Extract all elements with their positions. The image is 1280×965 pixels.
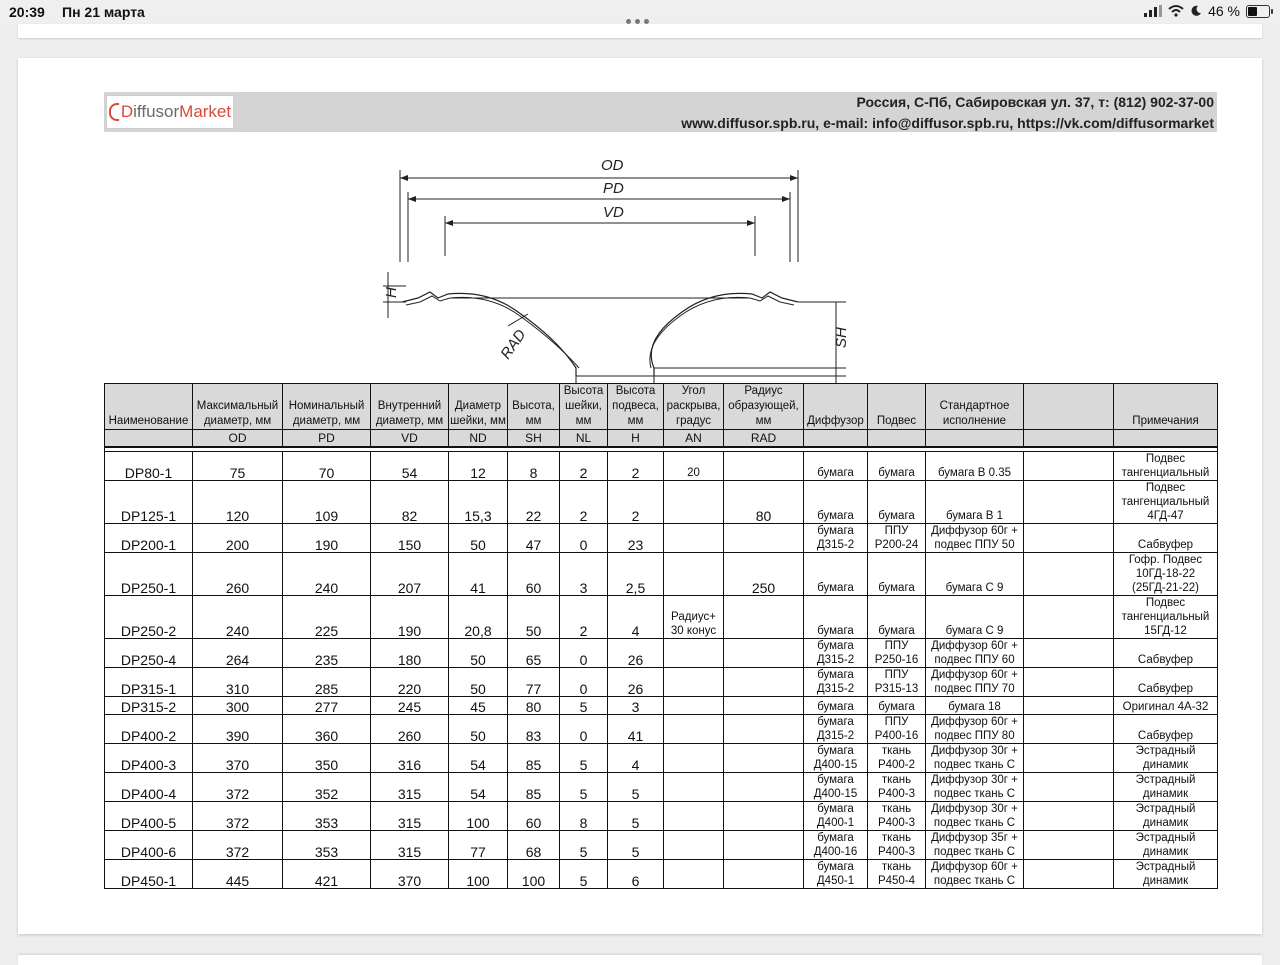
model-name-cell: DP250-4 [105, 639, 193, 668]
table-row [105, 639, 1218, 668]
table-cell: бумага [804, 481, 868, 524]
table-cell: Гофр. Подвес 10ГД-18-22 (25ГД-21-22) [1114, 553, 1218, 596]
spec-table [104, 383, 1218, 889]
cone-drawing [358, 150, 878, 362]
table-cell: 235 [283, 639, 371, 668]
table-cell: 245 [371, 697, 449, 715]
table-row [105, 553, 1218, 596]
table-cell: ППУ Р250-16 [868, 639, 926, 668]
table-row [105, 452, 1218, 481]
model-name-cell: DP400-4 [105, 773, 193, 802]
table-row [105, 744, 1218, 773]
table-cell: 75 [193, 452, 283, 481]
table-cell: 85 [508, 773, 560, 802]
table-cell [1024, 697, 1114, 715]
table-cell: 2 [608, 452, 664, 481]
table-cell: Сабвуфер [1114, 639, 1218, 668]
page-header [104, 92, 1217, 132]
table-cell: 82 [371, 481, 449, 524]
document-page [18, 58, 1262, 934]
model-name-cell: DP400-5 [105, 802, 193, 831]
column-header [1024, 384, 1114, 430]
table-cell: ППУ Р315-13 [868, 668, 926, 697]
column-code: AN [664, 430, 724, 448]
table-cell: 2 [560, 481, 608, 524]
next-page-edge [18, 955, 1262, 965]
table-cell: 12 [449, 452, 508, 481]
table-cell: бумага С 9 [926, 553, 1024, 596]
column-code: RAD [724, 430, 804, 448]
table-cell: 47 [508, 524, 560, 553]
table-cell: Эстрадный динамик [1114, 744, 1218, 773]
table-cell: 0 [560, 668, 608, 697]
table-cell: 54 [371, 452, 449, 481]
status-indicators [1144, 3, 1270, 19]
table-cell [1024, 452, 1114, 481]
table-cell: 240 [283, 553, 371, 596]
column-code: SH [508, 430, 560, 448]
battery-level [1248, 7, 1257, 16]
column-code: VD [371, 430, 449, 448]
table-cell: 353 [283, 831, 371, 860]
table-cell: 0 [560, 715, 608, 744]
logo-mark-icon [109, 103, 119, 121]
table-cell: Диффузор 30г + подвес ткань С [926, 773, 1024, 802]
table-cell: 350 [283, 744, 371, 773]
column-code: OD [193, 430, 283, 448]
table-cell: 0 [560, 524, 608, 553]
table-cell: 372 [193, 773, 283, 802]
table-cell [664, 668, 724, 697]
table-cell: 8 [560, 802, 608, 831]
table-row [105, 802, 1218, 831]
table-cell [1024, 773, 1114, 802]
table-cell: 100 [449, 860, 508, 889]
table-cell: 50 [449, 668, 508, 697]
table-row [105, 715, 1218, 744]
table-cell: 207 [371, 553, 449, 596]
table-cell: 316 [371, 744, 449, 773]
table-cell [724, 744, 804, 773]
table-cell [664, 481, 724, 524]
table-cell: 240 [193, 596, 283, 639]
table-cell: 50 [449, 715, 508, 744]
table-cell: 310 [193, 668, 283, 697]
column-header: Угол раскрыва, градус [664, 384, 724, 430]
table-cell: Сабвуфер [1114, 715, 1218, 744]
table-cell: 5 [560, 697, 608, 715]
table-cell: Подвес тангенциальный [1114, 452, 1218, 481]
table-cell: 4 [608, 596, 664, 639]
column-code: H [608, 430, 664, 448]
column-header: Максимальный диаметр, мм [193, 384, 283, 430]
table-cell [664, 697, 724, 715]
table-cell: ППУ Р400-16 [868, 715, 926, 744]
table-cell: 68 [508, 831, 560, 860]
table-cell: ППУ Р200-24 [868, 524, 926, 553]
table-cell: 315 [371, 831, 449, 860]
table-cell: 77 [449, 831, 508, 860]
table-cell [664, 639, 724, 668]
table-cell: ткань Р400-3 [868, 831, 926, 860]
table-cell [1024, 481, 1114, 524]
table-cell: Подвес тангенциальный 4ГД-47 [1114, 481, 1218, 524]
table-cell: Сабвуфер [1114, 668, 1218, 697]
table-cell: бумага [804, 697, 868, 715]
table-row [105, 524, 1218, 553]
table-cell: 5 [560, 773, 608, 802]
table-cell: 5 [560, 831, 608, 860]
column-code [868, 430, 926, 448]
status-time: 20:39 [9, 4, 45, 20]
wifi-icon [1168, 5, 1184, 17]
table-cell: 60 [508, 802, 560, 831]
table-cell [664, 831, 724, 860]
company-contacts: www.diffusor.spb.ru, e-mail: info@diffusor.spb.ru, https://vk.com/diffusormarket [681, 115, 1214, 131]
table-cell: 120 [193, 481, 283, 524]
table-cell [1024, 524, 1114, 553]
table-cell: 260 [371, 715, 449, 744]
table-cell: 60 [508, 553, 560, 596]
multitasking-dots-icon[interactable] [626, 11, 656, 17]
table-cell: 225 [283, 596, 371, 639]
logo-word-2: Market [179, 102, 232, 121]
table-cell: 26 [608, 639, 664, 668]
table-cell: ткань Р400-3 [868, 802, 926, 831]
table-cell [724, 452, 804, 481]
table-cell: 4 [608, 744, 664, 773]
table-cell: 372 [193, 802, 283, 831]
table-cell: 2,5 [608, 553, 664, 596]
table-cell: 109 [283, 481, 371, 524]
model-name-cell: DP315-2 [105, 697, 193, 715]
table-cell: 360 [283, 715, 371, 744]
table-cell [724, 639, 804, 668]
table-cell: 6 [608, 860, 664, 889]
column-header: Диаметр шейки, мм [449, 384, 508, 430]
table-cell: бумага Д400-15 [804, 744, 868, 773]
table-cell: 22 [508, 481, 560, 524]
table-cell: 390 [193, 715, 283, 744]
table-row [105, 697, 1218, 715]
column-header: Номинальный диаметр, мм [283, 384, 371, 430]
table-cell: Диффузор 30г + подвес ткань С [926, 802, 1024, 831]
table-cell: бумага 18 [926, 697, 1024, 715]
table-cell: 85 [508, 744, 560, 773]
table-cell: 54 [449, 773, 508, 802]
table-cell: 20 [664, 452, 724, 481]
table-cell: 3 [560, 553, 608, 596]
table-cell: 50 [449, 639, 508, 668]
table-cell: Диффузор 30г + подвес ткань С [926, 744, 1024, 773]
table-cell: 264 [193, 639, 283, 668]
table-cell [664, 744, 724, 773]
table-cell: 285 [283, 668, 371, 697]
column-code [1114, 430, 1218, 448]
table-cell: 260 [193, 553, 283, 596]
table-cell: Сабвуфер [1114, 524, 1218, 553]
vd-label: VD [603, 204, 624, 221]
model-name-cell: DP315-1 [105, 668, 193, 697]
moon-icon [1190, 5, 1202, 17]
column-header: Радиус образующей, мм [724, 384, 804, 430]
table-cell [1024, 596, 1114, 639]
table-row [105, 481, 1218, 524]
table-cell: Эстрадный динамик [1114, 860, 1218, 889]
rad-label: RAD [497, 326, 530, 363]
table-cell: 370 [371, 860, 449, 889]
table-cell [724, 697, 804, 715]
table-cell: Эстрадный динамик [1114, 773, 1218, 802]
table-cell: 65 [508, 639, 560, 668]
table-cell: бумага [804, 452, 868, 481]
table-row [105, 668, 1218, 697]
table-body [105, 452, 1218, 889]
table-cell: 26 [608, 668, 664, 697]
model-name-cell: DP400-2 [105, 715, 193, 744]
header-row-codes [105, 430, 1218, 448]
column-code: PD [283, 430, 371, 448]
table-cell: 190 [371, 596, 449, 639]
column-code: NL [560, 430, 608, 448]
table-cell: 2 [560, 596, 608, 639]
table-cell: 100 [449, 802, 508, 831]
table-cell: 41 [608, 715, 664, 744]
model-name-cell: DP80-1 [105, 452, 193, 481]
sh-label: SH [833, 327, 850, 348]
table-cell: бумага Д400-1 [804, 802, 868, 831]
table-cell: бумага [804, 553, 868, 596]
column-code [926, 430, 1024, 448]
table-cell [724, 596, 804, 639]
table-cell: Радиус+ 30 конус [664, 596, 724, 639]
table-row [105, 860, 1218, 889]
model-name-cell: DP400-6 [105, 831, 193, 860]
h-label: H [383, 287, 400, 298]
table-cell: бумага С 9 [926, 596, 1024, 639]
table-cell [1024, 715, 1114, 744]
table-cell: Диффузор 60г + подвес ткань С [926, 860, 1024, 889]
table-cell: Диффузор 35г + подвес ткань С [926, 831, 1024, 860]
table-cell: 5 [608, 773, 664, 802]
table-cell: бумага Д450-1 [804, 860, 868, 889]
table-cell [724, 802, 804, 831]
table-cell: 445 [193, 860, 283, 889]
status-date: Пн 21 марта [62, 4, 145, 20]
table-cell [664, 553, 724, 596]
table-cell: бумага [868, 452, 926, 481]
table-cell: бумага В 0.35 [926, 452, 1024, 481]
table-cell: Диффузор 60г + подвес ППУ 70 [926, 668, 1024, 697]
table-cell: 5 [608, 831, 664, 860]
table-cell: 2 [608, 481, 664, 524]
battery-percent: 46 % [1208, 3, 1240, 19]
table-row [105, 831, 1218, 860]
table-cell: бумага Д315-2 [804, 524, 868, 553]
table-row [105, 596, 1218, 639]
model-name-cell: DP200-1 [105, 524, 193, 553]
table-cell: бумага [868, 697, 926, 715]
table-cell: Подвес тангенциальный 15ГД-12 [1114, 596, 1218, 639]
table-cell: 50 [508, 596, 560, 639]
table-cell [1024, 860, 1114, 889]
table-cell: бумага [804, 596, 868, 639]
signal-icon [1144, 5, 1162, 17]
table-cell: 315 [371, 802, 449, 831]
table-cell: 277 [283, 697, 371, 715]
table-cell: 2 [560, 452, 608, 481]
table-cell [664, 524, 724, 553]
table-cell: 370 [193, 744, 283, 773]
table-cell: 352 [283, 773, 371, 802]
logo-letter: D [120, 102, 134, 121]
table-cell [664, 715, 724, 744]
table-cell: 70 [283, 452, 371, 481]
pd-label: PD [603, 180, 624, 197]
logo-word: iffusor [133, 102, 180, 121]
table-cell: 220 [371, 668, 449, 697]
table-cell: 8 [508, 452, 560, 481]
table-cell: 100 [508, 860, 560, 889]
model-name-cell: DP400-3 [105, 744, 193, 773]
table-cell: бумага [868, 596, 926, 639]
table-cell [724, 831, 804, 860]
table-cell [1024, 802, 1114, 831]
table-cell: Эстрадный динамик [1114, 802, 1218, 831]
company-address: Россия, С-Пб, Сабировская ул. 37, т: (812) 902-37-00 [856, 94, 1214, 110]
table-cell: 150 [371, 524, 449, 553]
table-cell: бумага Д315-2 [804, 715, 868, 744]
table-cell: Диффузор 60г + подвес ППУ 80 [926, 715, 1024, 744]
table-cell [1024, 668, 1114, 697]
column-header: Примечания [1114, 384, 1218, 430]
table-cell [1024, 744, 1114, 773]
table-cell: 353 [283, 802, 371, 831]
table-cell: 300 [193, 697, 283, 715]
model-name-cell: DP250-2 [105, 596, 193, 639]
table-cell: бумага Д315-2 [804, 668, 868, 697]
column-header: Высота подвеса, мм [608, 384, 664, 430]
table-cell: Эстрадный динамик [1114, 831, 1218, 860]
table-cell: бумага Д400-15 [804, 773, 868, 802]
column-code [804, 430, 868, 448]
table-cell [1024, 639, 1114, 668]
column-header: Высота шейки, мм [560, 384, 608, 430]
table-cell [724, 860, 804, 889]
table-cell: 83 [508, 715, 560, 744]
column-header: Внутренний диаметр, мм [371, 384, 449, 430]
column-header: Высота, мм [508, 384, 560, 430]
table-cell: 5 [560, 860, 608, 889]
table-cell [724, 524, 804, 553]
table-cell: 15,3 [449, 481, 508, 524]
table-cell: 0 [560, 639, 608, 668]
table-cell [1024, 831, 1114, 860]
table-cell: 421 [283, 860, 371, 889]
table-cell: 54 [449, 744, 508, 773]
table-cell [724, 773, 804, 802]
table-cell: 23 [608, 524, 664, 553]
table-cell: 80 [508, 697, 560, 715]
table-cell: ткань Р450-4 [868, 860, 926, 889]
table-cell: 45 [449, 697, 508, 715]
model-name-cell: DP125-1 [105, 481, 193, 524]
table-cell: 41 [449, 553, 508, 596]
header-row-titles [105, 384, 1218, 430]
model-name-cell: DP450-1 [105, 860, 193, 889]
table-cell: 315 [371, 773, 449, 802]
column-header: Наименование [105, 384, 193, 430]
table-cell: 180 [371, 639, 449, 668]
table-cell: 3 [608, 697, 664, 715]
table-cell: 5 [608, 802, 664, 831]
table-cell: Оригинал 4А-32 [1114, 697, 1218, 715]
table-cell: бумага Д400-16 [804, 831, 868, 860]
table-cell [1024, 553, 1114, 596]
table-cell: 250 [724, 553, 804, 596]
battery-icon [1246, 5, 1270, 18]
column-code [105, 430, 193, 448]
model-name-cell: DP250-1 [105, 553, 193, 596]
column-header: Стандартное исполнение [926, 384, 1024, 430]
column-header: Диффузор [804, 384, 868, 430]
column-code: ND [449, 430, 508, 448]
column-code [1024, 430, 1114, 448]
column-header: Подвес [868, 384, 926, 430]
table-cell [724, 715, 804, 744]
logo [106, 95, 234, 129]
table-cell [664, 773, 724, 802]
table-cell: 80 [724, 481, 804, 524]
table-cell: Диффузор 60г + подвес ППУ 50 [926, 524, 1024, 553]
table-cell: 50 [449, 524, 508, 553]
table-cell [664, 860, 724, 889]
table-cell: 372 [193, 831, 283, 860]
table-cell: бумага [868, 481, 926, 524]
table-cell: бумага [868, 553, 926, 596]
table-cell: ткань Р400-2 [868, 744, 926, 773]
table-cell [664, 802, 724, 831]
table-cell: 20,8 [449, 596, 508, 639]
table-cell: 5 [560, 744, 608, 773]
table-cell: ткань Р400-3 [868, 773, 926, 802]
table-cell: 200 [193, 524, 283, 553]
table-cell: Диффузор 60г + подвес ППУ 60 [926, 639, 1024, 668]
table-cell [724, 668, 804, 697]
previous-page-edge [18, 24, 1262, 38]
table-row [105, 773, 1218, 802]
table-cell: бумага В 1 [926, 481, 1024, 524]
table-cell: бумага Д315-2 [804, 639, 868, 668]
od-label: OD [601, 157, 624, 174]
table-cell: 77 [508, 668, 560, 697]
table-cell: 190 [283, 524, 371, 553]
